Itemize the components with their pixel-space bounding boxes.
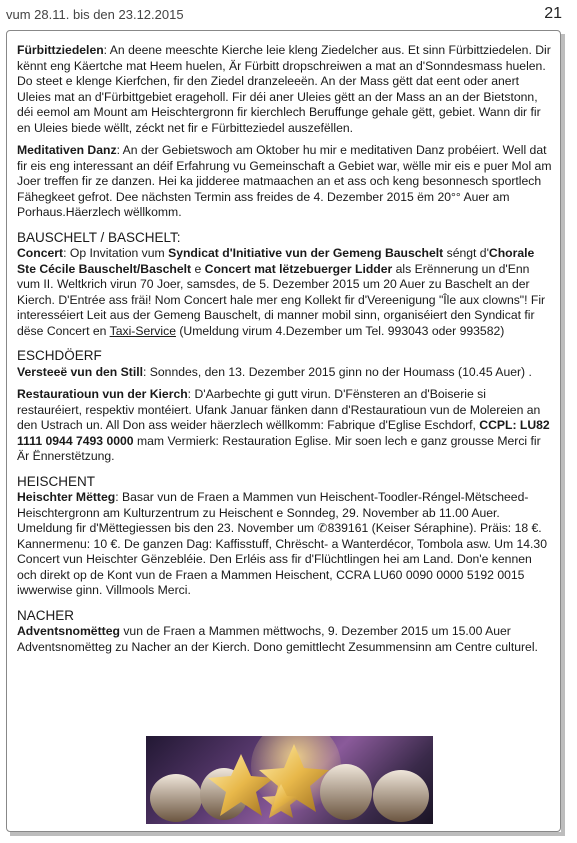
pinecone-icon (150, 774, 202, 822)
paragraph-heischter-metteg (17, 490, 552, 599)
paragraph-restauratioun (17, 387, 552, 465)
paragraph-meditativen-danz (17, 143, 552, 221)
pinecone-icon (320, 764, 372, 820)
pinecones-and-gold-stars-icon (146, 736, 433, 824)
paragraph-title: Fürbittziedelen (17, 43, 104, 57)
paragraph-text: : D'Aarbechte gi gutt virun. D'Fënsteren an d'Boiserie si restauréiert, respektiv montéiert. Ufank Januar fänken dann d'Restauratioun vun de Molereien an den Ustrach un. All Don ass weider häerzlech wëllkomm: Fabrique d'Eglise Eschdorf, (17, 387, 541, 432)
page-header (6, 5, 566, 29)
pinecone-icon (373, 770, 429, 822)
paragraph-title: Adventsnomëtteg (17, 624, 120, 638)
paragraph-text: : An der Gebietswoch am Oktober hu mir e meditativen Danz probéiert. Well dat fir eis eng interessant an déif Erfahrung vu Gemeinschaft a Gebiet war, wëlle mir eis e puer Mol am Joer treffen fir ze danzen. Hei ka jidderee matmaachen an et ass och keng besonnesch sportlech Fähegkeet gefrot. Dee nächsten Termin ass freides de 4. Dezember 2015 ëm 20°° Auer am Porhaus.Häerzlech wëllkomm. (17, 143, 552, 219)
heading-heischent: HEISCHENT (17, 473, 96, 489)
text-span: als Erënnerung un d'Enn vum II. Weltkrich virun 70 Joer, samsdes, de 5. Dezember 2015 um 20 Auer zu Baschelt an der Kierch. D'Entrée ass fräi! Nom Concert hale mer eng Kollekt fir d'Vereenigung "Île aux clowns"! Fir interesséiert Leit aus der Gemeng Bauschelt, di manner mobil sinn, organiséiert den Syndicat fir dëse Concert en (17, 261, 546, 338)
ccpl-account: CCPL: LU82 1111 0944 7493 0000 (17, 418, 550, 448)
bold-span: Chorale Ste Cécile Bauschelt/Baschelt (17, 246, 535, 276)
bulletin-content (17, 43, 552, 662)
text-span: (Umeldung virum 4.Dezember um Tel. 993043 oder 993582) (175, 323, 505, 338)
taxi-service-link[interactable]: Taxi-Service (109, 323, 176, 338)
heading-bauschelt: BAUSCHELT / BASCHELT: (17, 229, 181, 245)
paragraph-fuerbittziedelen (17, 43, 552, 136)
text-span: : Op Invitation vum (63, 246, 169, 260)
paragraph-text: : Sonndes, den 13. Dezember 2015 ginn no der Houmass (10.45 Auer) . (143, 364, 532, 379)
paragraph-text: vun de Fraen a Mammen mëttwochs, 9. Dezember 2015 um 15.00 Auer (119, 624, 511, 638)
pinecones-stars-image (146, 736, 433, 824)
date-range: vum 28.11. bis den 23.12.2015 (6, 7, 184, 22)
paragraph-title: Versteeë vun den Still (17, 364, 143, 379)
heading-nacher: NACHER (17, 607, 75, 623)
text-span: séngt d' (443, 246, 489, 260)
paragraph-text: : An deene meeschte Kierche leie kleng Ziedelcher aus. Et sinn Fürbittziedelen. Dir kënnt eng Käertche mat Heem huelen, Är Fürbitt dropschreiwen a mat an d'Sonndesmass huelen. Do steet e klenge Kierfchen, fir den Ziedel dranzeleeën. An der Mass gëtt dat eent oder anert Uleies mat an d'Fürbittgebiet erageholl. Fir déi aner Uleies gëtt an der Mass an an der Bietstonn, déi eemol am Mount am Heischtergronn fir kierchlech Beruffunge gehale gëtt, gebiet. Wann dir fir en Uleies biede wëllt, zéckt net fir e Fürbitteziedel auszefëllen. (17, 43, 551, 135)
heading-eschdoerf: ESCHDÖERF (17, 348, 102, 363)
paragraph-text: : Basar vun de Fraen a Mammen vun Heischent-Toodler-Réngel-Mëtscheed-Heischtergronn am Kulturzentrum zu Heischent e Sonndeg, 29. November ab 11.00 Auer. Umeldung fir d'Mëttegiessen bis den 23. November um ✆839161 (Keiser Séraphine). Präis: 18 €. Kannermenu: 10 €. De ganzen Dag: Kaffisstuff, Chrëscht- a Wanterdécor, Tombola asw. Um 14.30 Concert vun Heischter Gënzebléie. Den Erléis ass fir d'Flüchtlingen hei am Land. Don'e kennen och direkt op de Kont vun de Fraen a Mammen Heischent, CCRA LU60 0090 0000 5192 0015 iwwerwise ginn. Villmools Merci. (17, 490, 547, 597)
paragraph-title: Concert (17, 246, 64, 260)
page-number: 21 (544, 5, 562, 22)
paragraph-versteee (17, 365, 552, 381)
paragraph-title: Restauratioun vun der Kierch (17, 387, 188, 401)
paragraph-title: Heischter Mëtteg (17, 490, 116, 504)
bold-span: Syndicat d'Initiative vun der Gemeng Bauschelt (168, 246, 444, 260)
paragraph-adventsnometteg (17, 624, 552, 655)
paragraph-text: mam Vermierk: Restauration Eglise. Mir soen lech e ganz grousse Merci fir Är Ënnerstëtzung. (17, 433, 541, 463)
paragraph-concert (17, 246, 552, 339)
text-span: e (191, 261, 205, 276)
frame-shadow-right (561, 34, 565, 836)
bold-span: Concert mat lëtzebuerger Lidder (204, 261, 393, 276)
paragraph-text: Adventsnomëtteg zu Nacher an der Kierch. Dono gemittlecht Zesummensinn am Centre culturel. (17, 639, 538, 654)
frame-shadow-bottom (10, 832, 565, 836)
paragraph-title: Meditativen Danz (17, 143, 117, 157)
